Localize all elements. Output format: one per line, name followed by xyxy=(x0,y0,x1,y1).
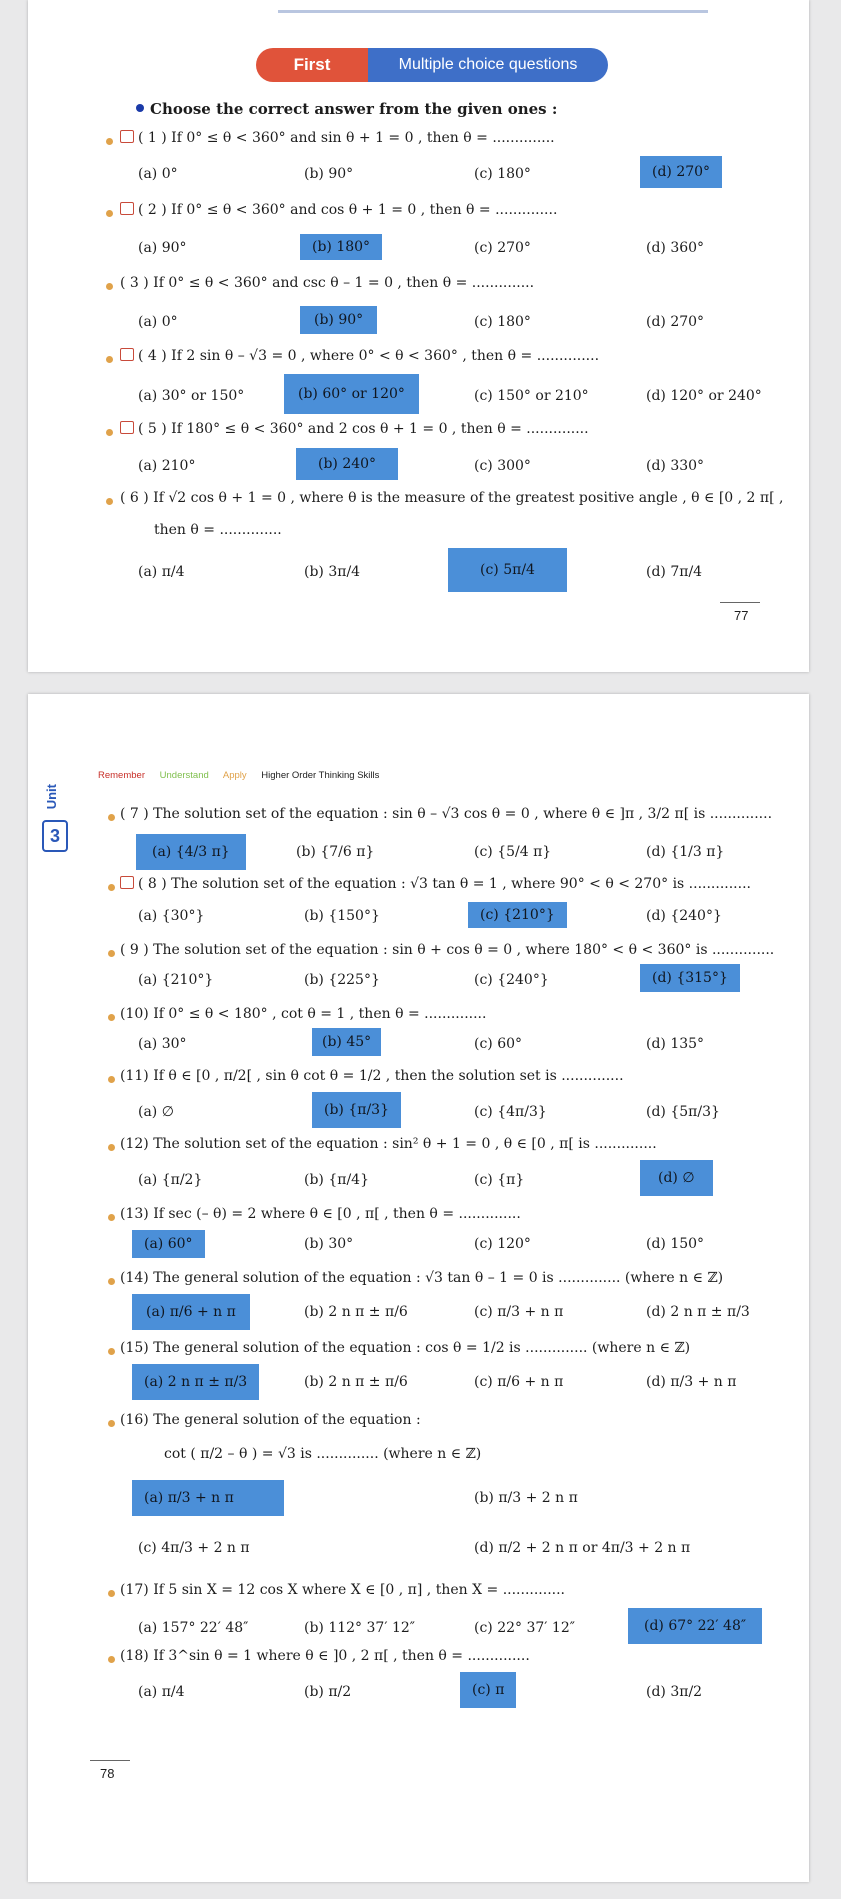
question-16 xyxy=(120,1412,421,1428)
question-bullet-icon xyxy=(106,210,113,217)
question-bullet-icon xyxy=(106,356,113,363)
question-text: ( 2 ) If 0° ≤ θ < 360° and cos θ + 1 = 0 , then θ = .............. xyxy=(138,202,558,218)
option-a-selected[interactable]: (a) {4/3 π} xyxy=(136,834,246,870)
option-a[interactable]: (a) π/4 xyxy=(138,564,185,580)
option-b[interactable]: (b) π/2 xyxy=(304,1684,352,1700)
book-icon xyxy=(120,876,134,889)
option-c[interactable]: (c) 270° xyxy=(474,240,531,256)
page-77 xyxy=(28,0,809,672)
option-d[interactable]: (d) 7π/4 xyxy=(646,564,703,580)
legend xyxy=(98,770,391,781)
option-b-selected[interactable]: (b) 45° xyxy=(312,1028,381,1056)
option-d[interactable]: (d) 3π/2 xyxy=(646,1684,703,1700)
question-bullet-icon xyxy=(108,884,115,891)
option-c[interactable]: (c) 120° xyxy=(474,1236,531,1252)
option-b[interactable]: (b) {7/6 π} xyxy=(296,844,375,860)
option-d[interactable]: (d) 270° xyxy=(646,314,705,330)
question-bullet-icon xyxy=(108,1278,115,1285)
option-b[interactable]: (b) π/3 + 2 n π xyxy=(474,1490,578,1506)
option-d[interactable]: (d) π/2 + 2 n π or 4π/3 + 2 n π xyxy=(474,1540,691,1556)
unit-tab xyxy=(42,782,72,852)
question-1 xyxy=(120,130,555,146)
option-b[interactable]: (b) 3π/4 xyxy=(304,564,361,580)
question-text: (14) The general solution of the equation : √3 tan θ – 1 = 0 is .............. (where n ∈ ℤ) xyxy=(120,1270,724,1286)
option-b[interactable]: (b) {π/4} xyxy=(304,1172,369,1188)
question-text: (15) The general solution of the equation : cos θ = 1/2 is .............. (where n ∈ ℤ) xyxy=(120,1340,691,1356)
option-a[interactable]: (a) 30° or 150° xyxy=(138,388,245,404)
option-b-selected[interactable]: (b) 180° xyxy=(300,234,382,260)
option-d[interactable]: (d) 330° xyxy=(646,458,705,474)
option-d[interactable]: (d) π/3 + n π xyxy=(646,1374,737,1390)
page-number: 78 xyxy=(100,1766,115,1781)
option-c[interactable]: (c) π/6 + n π xyxy=(474,1374,564,1390)
legend-remember: Remember xyxy=(98,770,145,781)
header-title: Multiple choice questions xyxy=(368,48,608,82)
option-a[interactable]: (a) 157° 22′ 48″ xyxy=(138,1620,249,1636)
option-a[interactable]: (a) 90° xyxy=(138,240,187,256)
option-a-selected[interactable]: (a) π/3 + n π xyxy=(132,1480,284,1516)
question-bullet-icon xyxy=(108,1144,115,1151)
option-d-selected[interactable]: (d) 270° xyxy=(640,156,722,188)
question-17 xyxy=(120,1582,565,1598)
question-12 xyxy=(120,1136,657,1152)
question-16-continuation: cot ( π/2 – θ ) = √3 is .............. (where n ∈ ℤ) xyxy=(164,1446,482,1462)
question-13 xyxy=(120,1206,521,1222)
option-a-selected[interactable]: (a) π/6 + n π xyxy=(132,1294,250,1330)
page-number-rule xyxy=(90,1760,130,1761)
legend-apply: Apply xyxy=(222,770,247,781)
option-b-selected[interactable]: (b) {π/3} xyxy=(312,1092,401,1128)
option-a[interactable]: (a) 210° xyxy=(138,458,196,474)
option-d[interactable]: (d) {1/3 π} xyxy=(646,844,725,860)
option-c[interactable]: (c) 150° or 210° xyxy=(474,388,589,404)
page-78 xyxy=(28,694,809,1882)
question-bullet-icon xyxy=(108,1590,115,1597)
option-b-selected[interactable]: (b) 60° or 120° xyxy=(284,374,419,414)
option-b-selected[interactable]: (b) 240° xyxy=(296,448,398,480)
option-d-selected[interactable]: (d) ∅ xyxy=(640,1160,713,1196)
option-c-selected[interactable]: (c) π xyxy=(460,1672,516,1708)
option-b[interactable]: (b) 30° xyxy=(304,1236,354,1252)
question-14 xyxy=(120,1270,723,1286)
option-c[interactable]: (c) {240°} xyxy=(474,972,549,988)
question-text: ( 6 ) If √2 cos θ + 1 = 0 , where θ is the measure of the greatest positive angle , θ ∈ [0 , 2 π[ , xyxy=(120,490,784,506)
question-bullet-icon xyxy=(108,814,115,821)
book-icon xyxy=(120,421,134,434)
question-15 xyxy=(120,1340,690,1356)
option-a[interactable]: (a) {210°} xyxy=(138,972,214,988)
option-a[interactable]: (a) π/4 xyxy=(138,1684,185,1700)
option-d-selected[interactable]: (d) {315°} xyxy=(640,964,740,992)
question-5 xyxy=(120,421,589,437)
question-text: ( 7 ) The solution set of the equation : sin θ – √3 cos θ = 0 , where θ ∈ ]π , 3/2 π[ is .............. xyxy=(120,806,773,822)
option-a-selected[interactable]: (a) 60° xyxy=(132,1230,205,1258)
option-a[interactable]: (a) ∅ xyxy=(138,1104,174,1120)
top-strip-decoration xyxy=(278,10,708,13)
option-d[interactable]: (d) 150° xyxy=(646,1236,705,1252)
option-a[interactable]: (a) {30°} xyxy=(138,908,205,924)
question-text: ( 4 ) If 2 sin θ – √3 = 0 , where 0° < θ < 360° , then θ = .............. xyxy=(138,348,600,364)
question-6 xyxy=(120,490,783,506)
question-7 xyxy=(120,806,772,822)
option-d-selected[interactable]: (d) 67° 22′ 48″ xyxy=(628,1608,762,1644)
unit-label: Unit xyxy=(44,784,59,810)
option-c[interactable]: (c) {π} xyxy=(474,1172,525,1188)
question-2 xyxy=(120,202,557,218)
instruction-text: Choose the correct answer from the given ones : xyxy=(150,100,558,118)
option-c-selected[interactable]: (c) 5π/4 xyxy=(448,548,567,592)
question-text: ( 3 ) If 0° ≤ θ < 360° and csc θ – 1 = 0 , then θ = .............. xyxy=(120,275,535,291)
option-b[interactable]: (b) 112° 37′ 12″ xyxy=(304,1620,415,1636)
option-a[interactable]: (a) 30° xyxy=(138,1036,187,1052)
option-c[interactable]: (c) 4π/3 + 2 n π xyxy=(138,1540,250,1556)
question-bullet-icon xyxy=(108,950,115,957)
option-b[interactable]: (b) 90° xyxy=(304,166,354,182)
question-bullet-icon xyxy=(108,1656,115,1663)
question-8 xyxy=(120,876,751,892)
option-c[interactable]: (c) 300° xyxy=(474,458,531,474)
option-c[interactable]: (c) π/3 + n π xyxy=(474,1304,564,1320)
option-b[interactable]: (b) 2 n π ± π/6 xyxy=(304,1304,408,1320)
option-c[interactable]: (c) {5/4 π} xyxy=(474,844,552,860)
option-c[interactable]: (c) 180° xyxy=(474,314,531,330)
option-a-selected[interactable]: (a) 2 n π ± π/3 xyxy=(132,1364,259,1400)
question-18 xyxy=(120,1648,530,1664)
question-text: (13) If sec (– θ) = 2 where θ ∈ [0 , π[ , then θ = .............. xyxy=(120,1206,521,1222)
question-bullet-icon xyxy=(106,283,113,290)
option-a[interactable]: (a) 0° xyxy=(138,166,178,182)
header-first-label: First xyxy=(256,48,368,82)
question-4 xyxy=(120,348,599,364)
question-bullet-icon xyxy=(108,1420,115,1427)
question-bullet-icon xyxy=(108,1014,115,1021)
book-icon xyxy=(120,202,134,215)
option-d[interactable]: (d) 120° or 240° xyxy=(646,388,762,404)
question-text: (16) The general solution of the equation : xyxy=(120,1412,421,1428)
option-c-selected[interactable]: (c) {210°} xyxy=(468,902,567,928)
legend-understand: Understand xyxy=(159,770,209,781)
option-c[interactable]: (c) 22° 37′ 12″ xyxy=(474,1620,575,1636)
question-bullet-icon xyxy=(106,498,113,505)
legend-higher-order: Higher Order Thinking Skills xyxy=(261,770,380,781)
option-d[interactable]: (d) 135° xyxy=(646,1036,705,1052)
option-c[interactable]: (c) 60° xyxy=(474,1036,523,1052)
option-a[interactable]: (a) 0° xyxy=(138,314,178,330)
question-6-continuation: then θ = .............. xyxy=(154,522,282,538)
question-text: ( 5 ) If 180° ≤ θ < 360° and 2 cos θ + 1 = 0 , then θ = .............. xyxy=(138,421,589,437)
question-9 xyxy=(120,942,774,958)
question-bullet-icon xyxy=(106,138,113,145)
option-b[interactable]: (b) 2 n π ± π/6 xyxy=(304,1374,408,1390)
option-d[interactable]: (d) 2 n π ± π/3 xyxy=(646,1304,750,1320)
book-icon xyxy=(120,130,134,143)
option-a[interactable]: (a) {π/2} xyxy=(138,1172,203,1188)
instruction xyxy=(136,100,557,118)
question-10 xyxy=(120,1006,486,1022)
question-text: (12) The solution set of the equation : sin² θ + 1 = 0 , θ ∈ [0 , π[ is .............. xyxy=(120,1136,657,1152)
option-c[interactable]: (c) 180° xyxy=(474,166,531,182)
bullet-dot-icon xyxy=(136,104,144,112)
question-text: (11) If θ ∈ [0 , π/2[ , sin θ cot θ = 1/2 , then the solution set is .............. xyxy=(120,1068,624,1084)
page-number: 77 xyxy=(734,608,749,623)
page-number-rule xyxy=(720,602,760,603)
option-b-selected[interactable]: (b) 90° xyxy=(300,306,377,334)
question-text: ( 8 ) The solution set of the equation : √3 tan θ = 1 , where 90° < θ < 270° is .............. xyxy=(138,876,751,892)
question-bullet-icon xyxy=(108,1076,115,1083)
option-b[interactable]: (b) {150°} xyxy=(304,908,380,924)
option-c[interactable]: (c) {4π/3} xyxy=(474,1104,547,1120)
question-text: (10) If 0° ≤ θ < 180° , cot θ = 1 , then θ = .............. xyxy=(120,1006,487,1022)
option-d[interactable]: (d) {240°} xyxy=(646,908,722,924)
question-bullet-icon xyxy=(108,1214,115,1221)
question-text: ( 1 ) If 0° ≤ θ < 360° and sin θ + 1 = 0 , then θ = .............. xyxy=(138,130,555,146)
book-icon xyxy=(120,348,134,361)
question-11 xyxy=(120,1068,624,1084)
option-d[interactable]: (d) 360° xyxy=(646,240,705,256)
question-text: (17) If 5 sin X = 12 cos X where X ∈ [0 , π] , then X = .............. xyxy=(120,1582,565,1598)
option-b[interactable]: (b) {225°} xyxy=(304,972,380,988)
unit-number: 3 xyxy=(42,820,68,852)
question-3 xyxy=(120,275,534,291)
question-bullet-icon xyxy=(106,429,113,436)
question-text: ( 9 ) The solution set of the equation : sin θ + cos θ = 0 , where 180° < θ < 360° is .............. xyxy=(120,942,775,958)
question-bullet-icon xyxy=(108,1348,115,1355)
question-text: (18) If 3^sin θ = 1 where θ ∈ ]0 , 2 π[ , then θ = .............. xyxy=(120,1648,530,1664)
option-d[interactable]: (d) {5π/3} xyxy=(646,1104,720,1120)
